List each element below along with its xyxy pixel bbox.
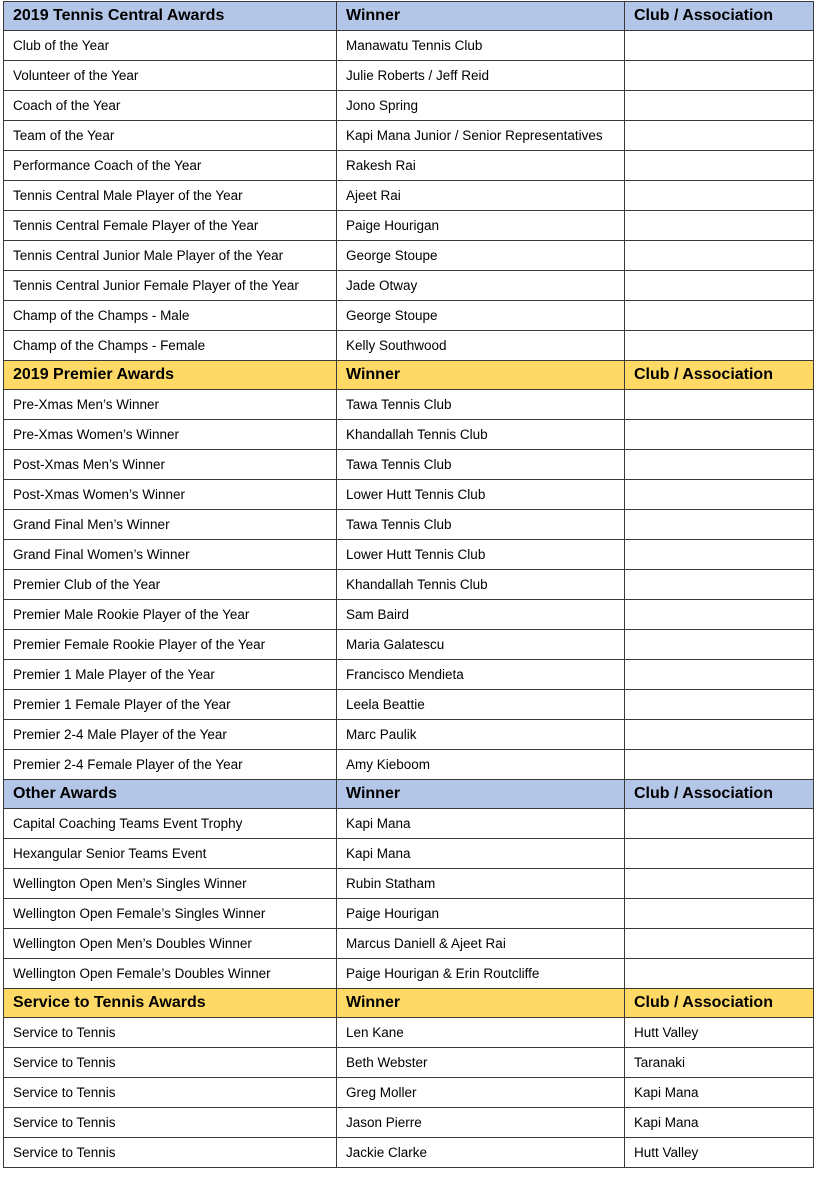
club-cell — [625, 241, 814, 271]
club-column-header: Club / Association — [625, 989, 814, 1018]
club-cell — [625, 570, 814, 600]
award-name-cell: Service to Tennis — [4, 1108, 337, 1138]
winner-cell: Manawatu Tennis Club — [337, 31, 625, 61]
club-cell — [625, 869, 814, 899]
club-cell — [625, 31, 814, 61]
section-header — [4, 361, 814, 390]
winner-cell: Khandallah Tennis Club — [337, 570, 625, 600]
winner-cell: Tawa Tennis Club — [337, 510, 625, 540]
winner-cell: Jackie Clarke — [337, 1138, 625, 1168]
table-row — [4, 121, 814, 151]
award-name-cell: Wellington Open Men’s Doubles Winner — [4, 929, 337, 959]
club-cell — [625, 720, 814, 750]
award-name-cell: Post-Xmas Women’s Winner — [4, 480, 337, 510]
club-cell — [625, 91, 814, 121]
award-name-cell: Premier 2-4 Male Player of the Year — [4, 720, 337, 750]
club-cell — [625, 271, 814, 301]
winner-cell: Rubin Statham — [337, 869, 625, 899]
table-row — [4, 31, 814, 61]
award-name-cell: Post-Xmas Men’s Winner — [4, 450, 337, 480]
club-cell: Kapi Mana — [625, 1078, 814, 1108]
award-name-cell: Premier 1 Female Player of the Year — [4, 690, 337, 720]
winner-cell: Beth Webster — [337, 1048, 625, 1078]
table-row — [4, 480, 814, 510]
table-row — [4, 1138, 814, 1168]
table-row — [4, 869, 814, 899]
table-row — [4, 540, 814, 570]
winner-cell: Julie Roberts / Jeff Reid — [337, 61, 625, 91]
award-name-cell: Team of the Year — [4, 121, 337, 151]
winner-cell: Tawa Tennis Club — [337, 450, 625, 480]
club-cell — [625, 510, 814, 540]
award-name-cell: Service to Tennis — [4, 1048, 337, 1078]
table-row — [4, 720, 814, 750]
winner-cell: George Stoupe — [337, 301, 625, 331]
winner-cell: Sam Baird — [337, 600, 625, 630]
table-row — [4, 420, 814, 450]
winner-cell: Khandallah Tennis Club — [337, 420, 625, 450]
section-header — [4, 989, 814, 1018]
winner-cell: Leela Beattie — [337, 690, 625, 720]
awards-table-body — [4, 2, 814, 1168]
section-title: Service to Tennis Awards — [4, 989, 337, 1018]
award-name-cell: Tennis Central Female Player of the Year — [4, 211, 337, 241]
winner-cell: Len Kane — [337, 1018, 625, 1048]
winner-cell: Marcus Daniell & Ajeet Rai — [337, 929, 625, 959]
award-name-cell: Coach of the Year — [4, 91, 337, 121]
table-row — [4, 750, 814, 780]
table-row — [4, 809, 814, 839]
award-name-cell: Pre-Xmas Women’s Winner — [4, 420, 337, 450]
table-row — [4, 510, 814, 540]
club-cell — [625, 450, 814, 480]
winner-cell: Rakesh Rai — [337, 151, 625, 181]
award-name-cell: Service to Tennis — [4, 1138, 337, 1168]
winner-cell: Ajeet Rai — [337, 181, 625, 211]
table-row — [4, 600, 814, 630]
winner-cell: Paige Hourigan — [337, 211, 625, 241]
award-name-cell: Service to Tennis — [4, 1018, 337, 1048]
winner-cell: Paige Hourigan — [337, 899, 625, 929]
award-name-cell: Champ of the Champs - Male — [4, 301, 337, 331]
winner-cell: Tawa Tennis Club — [337, 390, 625, 420]
club-cell — [625, 839, 814, 869]
club-cell — [625, 480, 814, 510]
section-title: 2019 Premier Awards — [4, 361, 337, 390]
award-name-cell: Grand Final Men’s Winner — [4, 510, 337, 540]
club-cell — [625, 331, 814, 361]
award-name-cell: Grand Final Women’s Winner — [4, 540, 337, 570]
club-cell — [625, 181, 814, 211]
winner-cell: Francisco Mendieta — [337, 660, 625, 690]
table-row — [4, 929, 814, 959]
table-row — [4, 331, 814, 361]
table-row — [4, 570, 814, 600]
table-row — [4, 301, 814, 331]
award-name-cell: Tennis Central Male Player of the Year — [4, 181, 337, 211]
table-row — [4, 271, 814, 301]
table-row — [4, 211, 814, 241]
club-column-header: Club / Association — [625, 2, 814, 31]
section-title: Other Awards — [4, 780, 337, 809]
winner-cell: George Stoupe — [337, 241, 625, 271]
table-row — [4, 1078, 814, 1108]
award-name-cell: Club of the Year — [4, 31, 337, 61]
table-row — [4, 61, 814, 91]
award-name-cell: Premier Male Rookie Player of the Year — [4, 600, 337, 630]
club-cell — [625, 121, 814, 151]
club-cell: Kapi Mana — [625, 1108, 814, 1138]
winner-cell: Amy Kieboom — [337, 750, 625, 780]
award-name-cell: Service to Tennis — [4, 1078, 337, 1108]
club-cell — [625, 390, 814, 420]
club-cell — [625, 301, 814, 331]
winner-cell: Lower Hutt Tennis Club — [337, 540, 625, 570]
winner-column-header: Winner — [337, 2, 625, 31]
winner-cell: Greg Moller — [337, 1078, 625, 1108]
winner-column-header: Winner — [337, 780, 625, 809]
table-row — [4, 660, 814, 690]
club-cell — [625, 61, 814, 91]
winner-cell: Jono Spring — [337, 91, 625, 121]
table-row — [4, 959, 814, 989]
club-cell — [625, 690, 814, 720]
table-row — [4, 899, 814, 929]
award-name-cell: Premier Club of the Year — [4, 570, 337, 600]
club-cell — [625, 929, 814, 959]
table-row — [4, 181, 814, 211]
winner-cell: Kelly Southwood — [337, 331, 625, 361]
table-row — [4, 241, 814, 271]
award-name-cell: Hexangular Senior Teams Event — [4, 839, 337, 869]
winner-cell: Lower Hutt Tennis Club — [337, 480, 625, 510]
winner-cell: Kapi Mana — [337, 809, 625, 839]
club-cell — [625, 660, 814, 690]
winner-column-header: Winner — [337, 361, 625, 390]
club-column-header: Club / Association — [625, 361, 814, 390]
club-cell: Taranaki — [625, 1048, 814, 1078]
club-column-header: Club / Association — [625, 780, 814, 809]
winner-cell: Marc Paulik — [337, 720, 625, 750]
club-cell: Hutt Valley — [625, 1138, 814, 1168]
award-name-cell: Premier 2-4 Female Player of the Year — [4, 750, 337, 780]
club-cell — [625, 540, 814, 570]
table-row — [4, 690, 814, 720]
winner-column-header: Winner — [337, 989, 625, 1018]
section-title: 2019 Tennis Central Awards — [4, 2, 337, 31]
table-row — [4, 1048, 814, 1078]
club-cell: Hutt Valley — [625, 1018, 814, 1048]
winner-cell: Jason Pierre — [337, 1108, 625, 1138]
club-cell — [625, 630, 814, 660]
club-cell — [625, 959, 814, 989]
table-row — [4, 1018, 814, 1048]
table-row — [4, 450, 814, 480]
club-cell — [625, 899, 814, 929]
award-name-cell: Wellington Open Men’s Singles Winner — [4, 869, 337, 899]
table-row — [4, 151, 814, 181]
award-name-cell: Champ of the Champs - Female — [4, 331, 337, 361]
club-cell — [625, 809, 814, 839]
winner-cell: Kapi Mana Junior / Senior Representatives — [337, 121, 625, 151]
winner-cell: Jade Otway — [337, 271, 625, 301]
club-cell — [625, 420, 814, 450]
awards-table — [3, 1, 814, 1168]
table-row — [4, 630, 814, 660]
club-cell — [625, 600, 814, 630]
award-name-cell: Wellington Open Female’s Doubles Winner — [4, 959, 337, 989]
winner-cell: Kapi Mana — [337, 839, 625, 869]
club-cell — [625, 211, 814, 241]
table-row — [4, 91, 814, 121]
winner-cell: Maria Galatescu — [337, 630, 625, 660]
award-name-cell: Premier 1 Male Player of the Year — [4, 660, 337, 690]
award-name-cell: Premier Female Rookie Player of the Year — [4, 630, 337, 660]
award-name-cell: Tennis Central Junior Female Player of the Year — [4, 271, 337, 301]
table-row — [4, 390, 814, 420]
award-name-cell: Wellington Open Female’s Singles Winner — [4, 899, 337, 929]
award-name-cell: Performance Coach of the Year — [4, 151, 337, 181]
section-header — [4, 2, 814, 31]
award-name-cell: Tennis Central Junior Male Player of the Year — [4, 241, 337, 271]
winner-cell: Paige Hourigan & Erin Routcliffe — [337, 959, 625, 989]
award-name-cell: Pre-Xmas Men’s Winner — [4, 390, 337, 420]
award-name-cell: Capital Coaching Teams Event Trophy — [4, 809, 337, 839]
section-header — [4, 780, 814, 809]
club-cell — [625, 151, 814, 181]
table-row — [4, 839, 814, 869]
table-row — [4, 1108, 814, 1138]
award-name-cell: Volunteer of the Year — [4, 61, 337, 91]
club-cell — [625, 750, 814, 780]
